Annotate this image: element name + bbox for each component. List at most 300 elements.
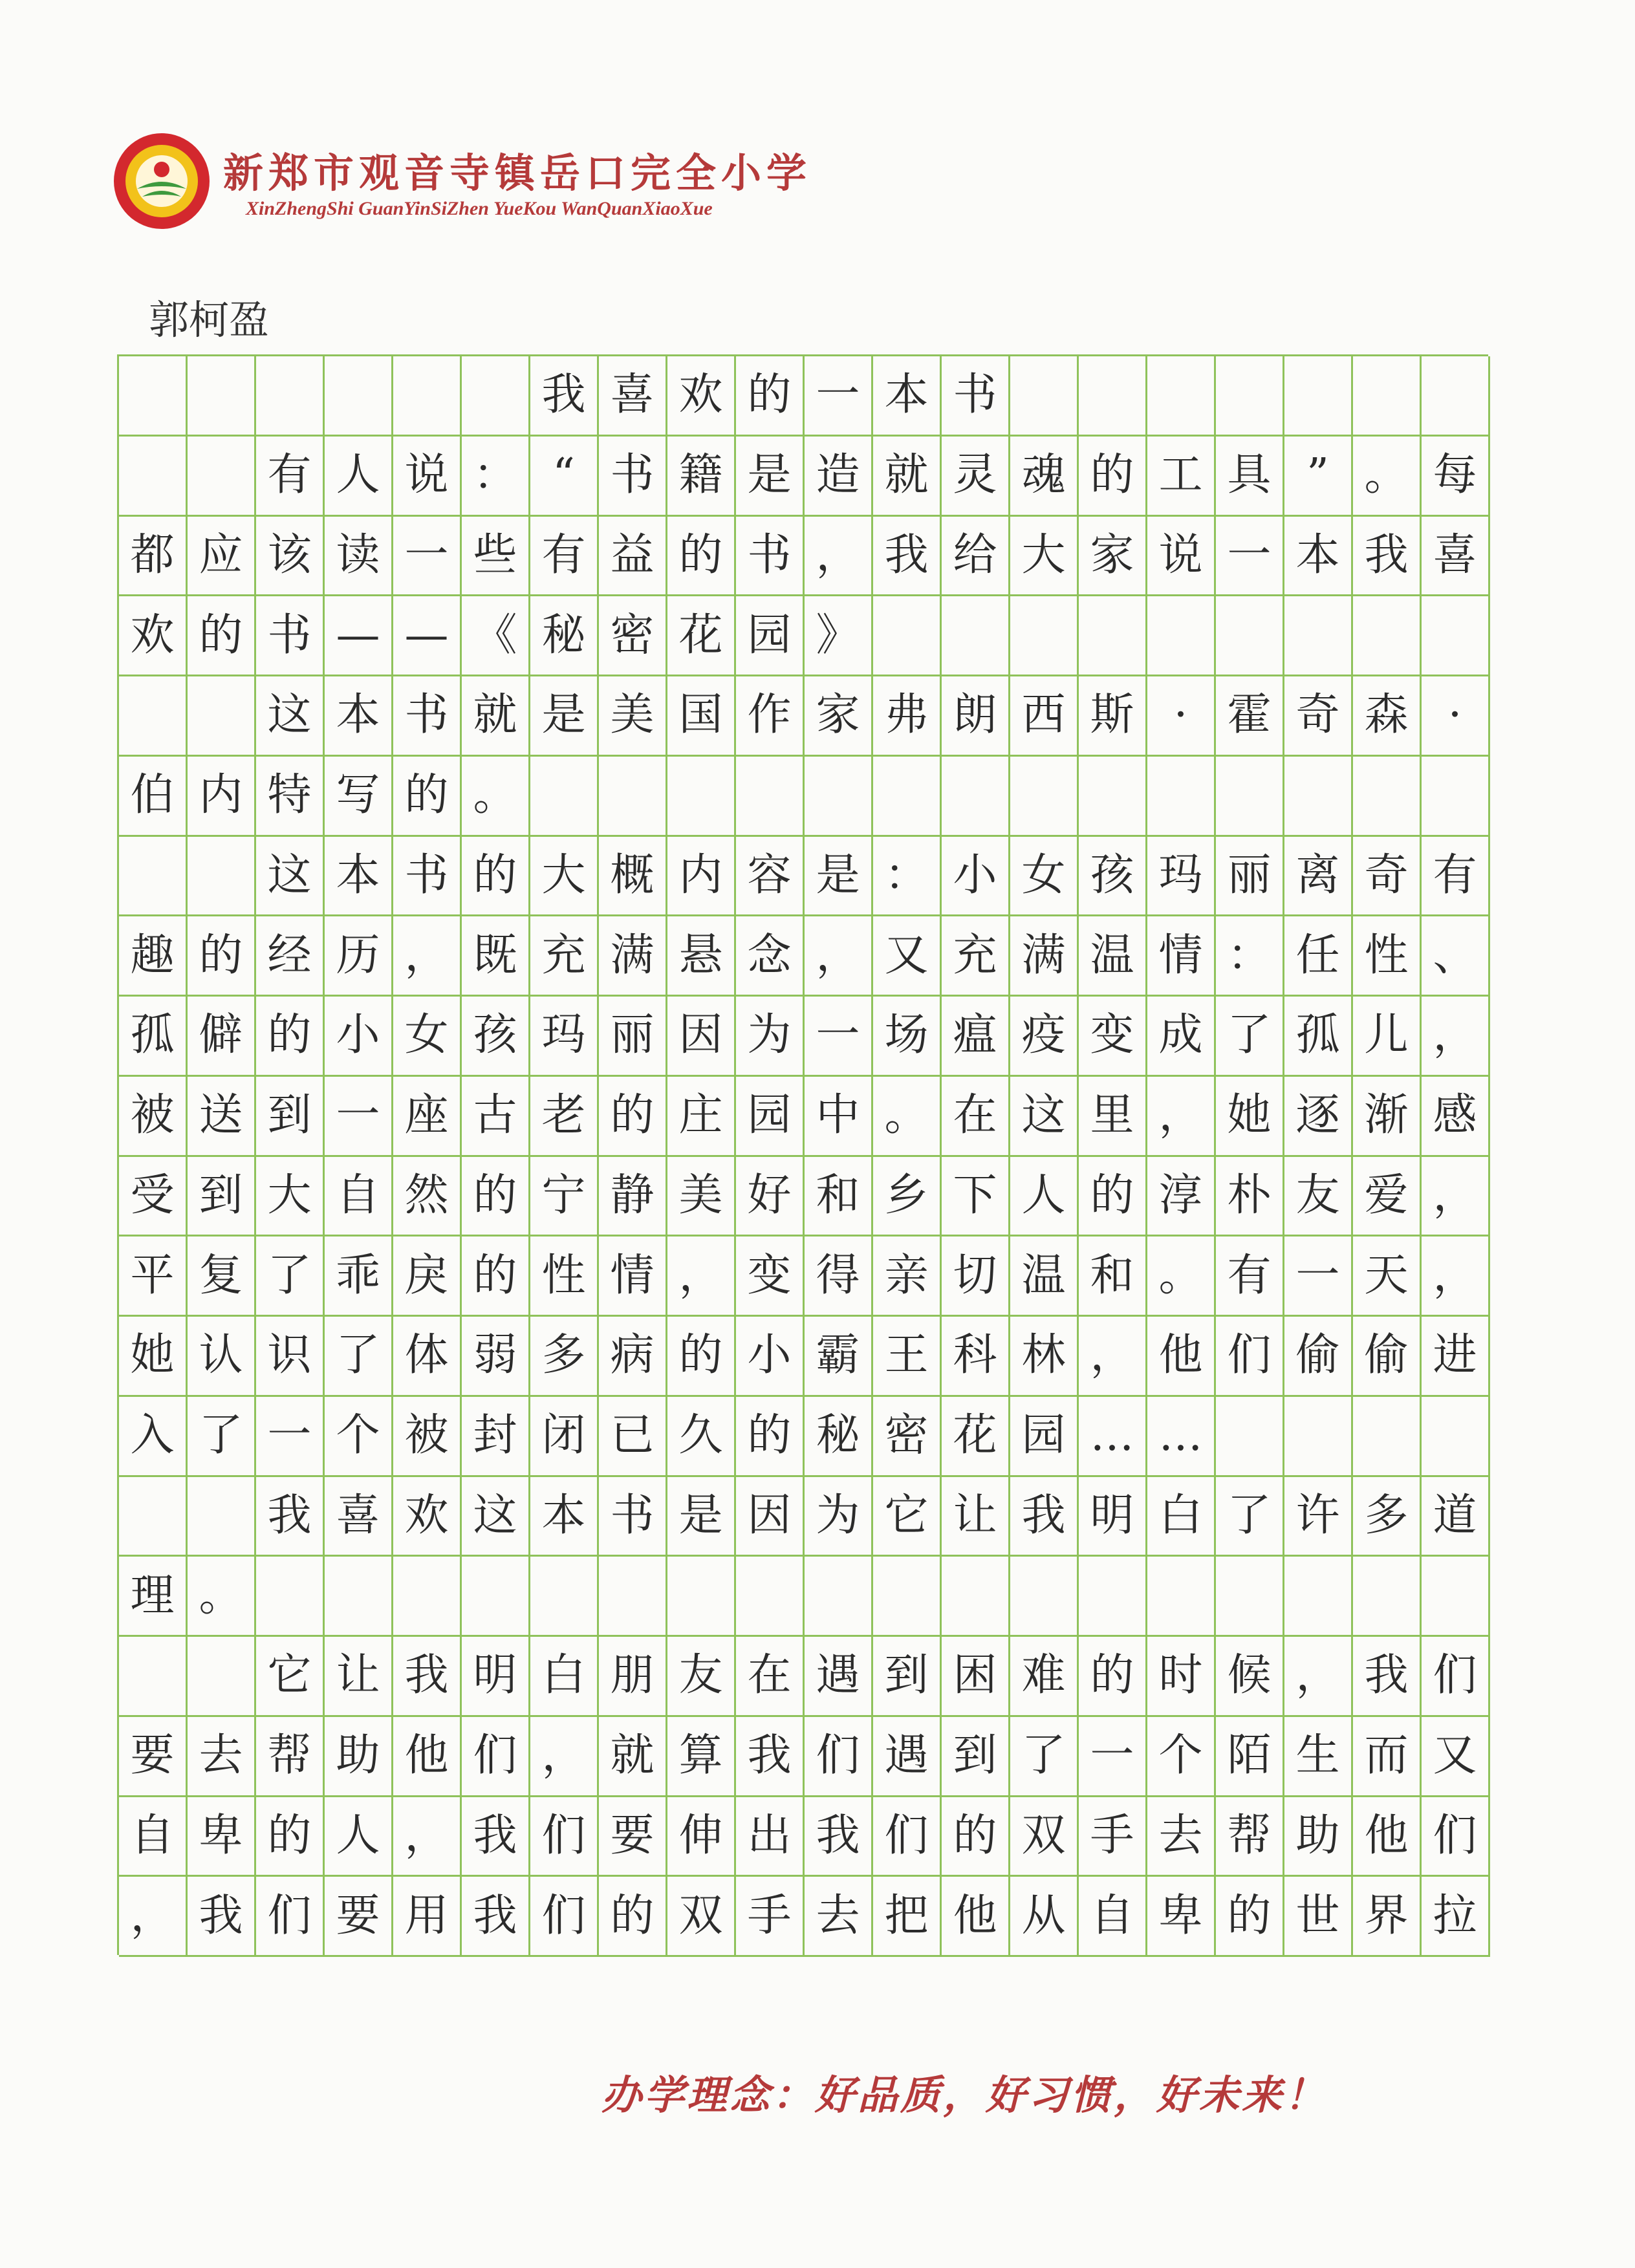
grid-cell: 的 xyxy=(1216,1877,1284,1957)
grid-cell: 亲 xyxy=(873,1237,942,1317)
grid-cell: 的 xyxy=(667,517,736,597)
grid-cell: … xyxy=(1147,1397,1216,1477)
grid-cell: 助 xyxy=(325,1717,393,1797)
grid-cell: 的 xyxy=(256,1797,325,1877)
grid-cell xyxy=(942,596,1010,676)
grid-cell: ， xyxy=(1284,1637,1353,1717)
grid-cell xyxy=(1079,1557,1147,1637)
grid-cell: 而 xyxy=(1353,1717,1422,1797)
grid-cell: 陌 xyxy=(1216,1717,1284,1797)
grid-cell: 然 xyxy=(393,1157,462,1237)
grid-cell: 到 xyxy=(873,1637,942,1717)
grid-cell: 受 xyxy=(119,1157,188,1237)
grid-cell: 淳 xyxy=(1147,1157,1216,1237)
grid-cell: 家 xyxy=(1079,517,1147,597)
grid-cell: 美 xyxy=(667,1157,736,1237)
grid-cell: 被 xyxy=(119,1077,188,1157)
grid-cell: 孤 xyxy=(119,997,188,1077)
grid-cell: 是 xyxy=(736,437,805,517)
grid-cell xyxy=(1147,596,1216,676)
grid-cell xyxy=(1284,757,1353,837)
grid-cell xyxy=(599,1557,667,1637)
grid-cell xyxy=(1216,757,1284,837)
grid-cell xyxy=(1010,757,1079,837)
grid-cell: 孤 xyxy=(1284,997,1353,1077)
grid-cell: ， xyxy=(1147,1077,1216,1157)
grid-cell: 在 xyxy=(942,1077,1010,1157)
grid-cell: 性 xyxy=(1353,916,1422,997)
grid-cell: 大 xyxy=(530,837,599,917)
grid-cell xyxy=(667,1557,736,1637)
grid-cell: 封 xyxy=(462,1397,530,1477)
grid-cell: 去 xyxy=(805,1877,873,1957)
grid-cell: 弗 xyxy=(873,676,942,757)
grid-cell xyxy=(873,757,942,837)
grid-cell xyxy=(942,757,1010,837)
grid-cell: 花 xyxy=(667,596,736,676)
grid-cell: 个 xyxy=(325,1397,393,1477)
grid-cell: 喜 xyxy=(1422,517,1490,597)
grid-cell: 我 xyxy=(805,1797,873,1877)
grid-cell: 的 xyxy=(393,757,462,837)
grid-cell: 朋 xyxy=(599,1637,667,1717)
grid-cell: · xyxy=(1147,676,1216,757)
grid-cell: 书 xyxy=(599,437,667,517)
grid-cell xyxy=(462,356,530,437)
grid-cell: 美 xyxy=(599,676,667,757)
grid-cell: 书 xyxy=(736,517,805,597)
grid-cell: ： xyxy=(873,837,942,917)
grid-cell: 灵 xyxy=(942,437,1010,517)
author-name: 郭柯盈 xyxy=(149,296,270,343)
grid-cell: 遇 xyxy=(805,1637,873,1717)
grid-cell xyxy=(530,1557,599,1637)
grid-cell: 的 xyxy=(188,916,256,997)
grid-cell xyxy=(1079,757,1147,837)
grid-cell: 他 xyxy=(393,1717,462,1797)
grid-cell xyxy=(393,356,462,437)
grid-cell xyxy=(1422,1557,1490,1637)
grid-cell: 有 xyxy=(530,517,599,597)
grid-cell: 到 xyxy=(942,1717,1010,1797)
grid-cell: 的 xyxy=(599,1077,667,1157)
grid-cell: 书 xyxy=(256,596,325,676)
grid-cell: 们 xyxy=(805,1717,873,1797)
grid-cell xyxy=(119,1477,188,1557)
grid-cell: 就 xyxy=(873,437,942,517)
grid-cell xyxy=(188,437,256,517)
grid-cell: 丽 xyxy=(1216,837,1284,917)
grid-cell: 写 xyxy=(325,757,393,837)
grid-cell: 世 xyxy=(1284,1877,1353,1957)
grid-cell: 要 xyxy=(599,1797,667,1877)
grid-cell: 该 xyxy=(256,517,325,597)
grid-cell: 自 xyxy=(119,1797,188,1877)
grid-cell: 道 xyxy=(1422,1477,1490,1557)
grid-cell: 的 xyxy=(462,837,530,917)
grid-cell: 说 xyxy=(393,437,462,517)
grid-cell xyxy=(1010,356,1079,437)
grid-cell: 变 xyxy=(736,1237,805,1317)
grid-cell xyxy=(1422,596,1490,676)
grid-cell: 说 xyxy=(1147,517,1216,597)
grid-cell xyxy=(1216,1557,1284,1637)
grid-cell: 宁 xyxy=(530,1157,599,1237)
grid-cell: 僻 xyxy=(188,997,256,1077)
grid-cell: 。 xyxy=(1147,1237,1216,1317)
grid-cell: 有 xyxy=(1422,837,1490,917)
grid-cell: 充 xyxy=(530,916,599,997)
grid-cell: 的 xyxy=(462,1157,530,1237)
grid-cell: 欢 xyxy=(119,596,188,676)
grid-cell: 他 xyxy=(942,1877,1010,1957)
grid-cell: 她 xyxy=(1216,1077,1284,1157)
school-emblem-icon xyxy=(110,129,213,233)
grid-cell: 帮 xyxy=(1216,1797,1284,1877)
grid-cell: 和 xyxy=(1079,1237,1147,1317)
school-name-cn: 新郑市观音寺镇岳口完全小学 xyxy=(223,149,812,197)
grid-cell: 森 xyxy=(1353,676,1422,757)
grid-cell: 让 xyxy=(942,1477,1010,1557)
school-header xyxy=(110,129,1015,233)
grid-cell: 戾 xyxy=(393,1237,462,1317)
grid-cell: 情 xyxy=(599,1237,667,1317)
grid-cell: 我 xyxy=(1010,1477,1079,1557)
grid-cell: 念 xyxy=(736,916,805,997)
grid-cell: 病 xyxy=(599,1317,667,1397)
grid-cell: 女 xyxy=(393,997,462,1077)
grid-cell: 小 xyxy=(736,1317,805,1397)
grid-cell: 要 xyxy=(119,1717,188,1797)
grid-cell: 大 xyxy=(256,1157,325,1237)
essay-grid xyxy=(117,354,1488,1955)
grid-cell: 温 xyxy=(1010,1237,1079,1317)
grid-cell: 的 xyxy=(188,596,256,676)
grid-cell: 霸 xyxy=(805,1317,873,1397)
grid-cell: 。 xyxy=(873,1077,942,1157)
grid-cell xyxy=(1216,356,1284,437)
grid-cell: 秘 xyxy=(530,596,599,676)
grid-cell: 识 xyxy=(256,1317,325,1397)
grid-cell: 我 xyxy=(393,1637,462,1717)
grid-cell: 书 xyxy=(393,837,462,917)
grid-cell: — xyxy=(393,596,462,676)
grid-cell: 园 xyxy=(1010,1397,1079,1477)
grid-cell: 把 xyxy=(873,1877,942,1957)
grid-cell: 变 xyxy=(1079,997,1147,1077)
grid-cell: 弱 xyxy=(462,1317,530,1397)
grid-cell: 们 xyxy=(1422,1637,1490,1717)
grid-cell: 们 xyxy=(462,1717,530,1797)
grid-cell: 。 xyxy=(462,757,530,837)
grid-cell: 每 xyxy=(1422,437,1490,517)
grid-cell: 们 xyxy=(1422,1797,1490,1877)
grid-cell: 给 xyxy=(942,517,1010,597)
grid-cell: 的 xyxy=(1079,1637,1147,1717)
grid-cell: 体 xyxy=(393,1317,462,1397)
grid-cell: 欢 xyxy=(393,1477,462,1557)
grid-cell: 逐 xyxy=(1284,1077,1353,1157)
grid-cell xyxy=(1422,1397,1490,1477)
grid-cell xyxy=(1353,757,1422,837)
grid-cell: 我 xyxy=(188,1877,256,1957)
grid-cell xyxy=(599,757,667,837)
grid-cell xyxy=(256,1557,325,1637)
grid-cell: 花 xyxy=(942,1397,1010,1477)
grid-cell xyxy=(1010,1557,1079,1637)
grid-cell: 得 xyxy=(805,1237,873,1317)
grid-cell: 古 xyxy=(462,1077,530,1157)
grid-cell: 偷 xyxy=(1284,1317,1353,1397)
grid-cell: 又 xyxy=(1422,1717,1490,1797)
grid-cell: 已 xyxy=(599,1397,667,1477)
grid-cell: 本 xyxy=(1284,517,1353,597)
grid-cell: 理 xyxy=(119,1557,188,1637)
grid-cell: 奇 xyxy=(1353,837,1422,917)
grid-cell: 天 xyxy=(1353,1237,1422,1317)
grid-cell: 友 xyxy=(667,1637,736,1717)
grid-cell: 一 xyxy=(1216,517,1284,597)
grid-cell: 大 xyxy=(1010,517,1079,597)
grid-cell: 中 xyxy=(805,1077,873,1157)
grid-cell xyxy=(1353,1557,1422,1637)
grid-cell: 是 xyxy=(530,676,599,757)
grid-cell: 下 xyxy=(942,1157,1010,1237)
grid-cell: 人 xyxy=(325,437,393,517)
grid-cell: 园 xyxy=(736,596,805,676)
grid-cell: 友 xyxy=(1284,1157,1353,1237)
grid-cell: 满 xyxy=(599,916,667,997)
grid-cell: 一 xyxy=(325,1077,393,1157)
grid-cell: 时 xyxy=(1147,1637,1216,1717)
grid-cell: 乖 xyxy=(325,1237,393,1317)
grid-cell: 满 xyxy=(1010,916,1079,997)
grid-cell: 它 xyxy=(256,1637,325,1717)
grid-cell: 儿 xyxy=(1353,997,1422,1077)
grid-cell: 为 xyxy=(736,997,805,1077)
grid-cell: 一 xyxy=(393,517,462,597)
grid-cell xyxy=(1216,1397,1284,1477)
grid-cell xyxy=(873,596,942,676)
grid-cell: 家 xyxy=(805,676,873,757)
grid-cell: 出 xyxy=(736,1797,805,1877)
grid-cell: 他 xyxy=(1147,1317,1216,1397)
grid-cell: 爱 xyxy=(1353,1157,1422,1237)
grid-cell: 明 xyxy=(1079,1477,1147,1557)
grid-cell: 们 xyxy=(873,1797,942,1877)
grid-cell xyxy=(119,356,188,437)
grid-cell: 复 xyxy=(188,1237,256,1317)
grid-cell xyxy=(325,356,393,437)
grid-cell: ， xyxy=(805,517,873,597)
school-name-en: XinZhengShi GuanYinSiZhen YueKou WanQuanXiaoXue xyxy=(246,198,713,219)
grid-cell xyxy=(325,1557,393,1637)
grid-cell xyxy=(188,837,256,917)
grid-cell: 离 xyxy=(1284,837,1353,917)
grid-cell: 西 xyxy=(1010,676,1079,757)
grid-cell: 密 xyxy=(873,1397,942,1477)
grid-cell xyxy=(119,676,188,757)
grid-cell: 我 xyxy=(1353,1637,1422,1717)
grid-cell: 的 xyxy=(462,1237,530,1317)
grid-cell: 们 xyxy=(1216,1317,1284,1397)
grid-cell: 的 xyxy=(736,1397,805,1477)
grid-cell: 朴 xyxy=(1216,1157,1284,1237)
grid-cell xyxy=(530,757,599,837)
grid-cell xyxy=(1010,596,1079,676)
grid-cell: 自 xyxy=(1079,1877,1147,1957)
grid-cell: 用 xyxy=(393,1877,462,1957)
grid-cell: 喜 xyxy=(599,356,667,437)
grid-cell: 偷 xyxy=(1353,1317,1422,1397)
grid-cell: ， xyxy=(393,1797,462,1877)
grid-cell: 伸 xyxy=(667,1797,736,1877)
grid-cell: 玛 xyxy=(530,997,599,1077)
grid-cell: 是 xyxy=(667,1477,736,1557)
grid-cell: 候 xyxy=(1216,1637,1284,1717)
grid-cell: 我 xyxy=(256,1477,325,1557)
grid-cell: 我 xyxy=(462,1877,530,1957)
grid-cell: 他 xyxy=(1353,1797,1422,1877)
grid-cell: 些 xyxy=(462,517,530,597)
grid-cell: 平 xyxy=(119,1237,188,1317)
grid-cell: 瘟 xyxy=(942,997,1010,1077)
grid-cell: 欢 xyxy=(667,356,736,437)
grid-cell xyxy=(1284,596,1353,676)
grid-cell: 书 xyxy=(393,676,462,757)
grid-cell: 特 xyxy=(256,757,325,837)
grid-cell: 卑 xyxy=(1147,1877,1216,1957)
grid-cell: 手 xyxy=(736,1877,805,1957)
grid-cell: ” xyxy=(1284,437,1353,517)
grid-cell: 久 xyxy=(667,1397,736,1477)
grid-cell: ， xyxy=(805,916,873,997)
grid-cell: 女 xyxy=(1010,837,1079,917)
grid-cell: 白 xyxy=(530,1637,599,1717)
grid-cell: 悬 xyxy=(667,916,736,997)
grid-cell: 感 xyxy=(1422,1077,1490,1157)
grid-cell: · xyxy=(1422,676,1490,757)
grid-cell: 书 xyxy=(942,356,1010,437)
grid-cell: 她 xyxy=(119,1317,188,1397)
grid-cell xyxy=(805,1557,873,1637)
grid-cell: 人 xyxy=(1010,1157,1079,1237)
grid-cell: 明 xyxy=(462,1637,530,1717)
grid-cell: 进 xyxy=(1422,1317,1490,1397)
grid-cell xyxy=(1147,757,1216,837)
grid-cell: 入 xyxy=(119,1397,188,1477)
grid-cell: 好 xyxy=(736,1157,805,1237)
grid-cell: 因 xyxy=(667,997,736,1077)
grid-cell: 闭 xyxy=(530,1397,599,1477)
grid-cell: 本 xyxy=(325,837,393,917)
grid-cell: 和 xyxy=(805,1157,873,1237)
grid-cell: 奇 xyxy=(1284,676,1353,757)
grid-cell: 有 xyxy=(1216,1237,1284,1317)
grid-cell: 界 xyxy=(1353,1877,1422,1957)
grid-cell: 了 xyxy=(1010,1717,1079,1797)
grid-cell: 一 xyxy=(1284,1237,1353,1317)
grid-cell xyxy=(1284,356,1353,437)
grid-cell: 魂 xyxy=(1010,437,1079,517)
grid-cell: 座 xyxy=(393,1077,462,1157)
grid-cell: 秘 xyxy=(805,1397,873,1477)
grid-cell: 任 xyxy=(1284,916,1353,997)
grid-cell: 概 xyxy=(599,837,667,917)
grid-cell: 就 xyxy=(599,1717,667,1797)
grid-cell: 这 xyxy=(462,1477,530,1557)
grid-cell: 的 xyxy=(667,1317,736,1397)
grid-cell: 卑 xyxy=(188,1797,256,1877)
grid-cell: 庄 xyxy=(667,1077,736,1157)
grid-cell xyxy=(1284,1557,1353,1637)
grid-cell: 一 xyxy=(1079,1717,1147,1797)
grid-cell: 老 xyxy=(530,1077,599,1157)
grid-cell: 王 xyxy=(873,1317,942,1397)
grid-cell xyxy=(736,1557,805,1637)
grid-cell: 个 xyxy=(1147,1717,1216,1797)
grid-cell: 白 xyxy=(1147,1477,1216,1557)
grid-cell: 在 xyxy=(736,1637,805,1717)
grid-cell: 玛 xyxy=(1147,837,1216,917)
grid-cell xyxy=(667,757,736,837)
grid-cell: ， xyxy=(667,1237,736,1317)
grid-cell: 生 xyxy=(1284,1717,1353,1797)
grid-cell: 乡 xyxy=(873,1157,942,1237)
grid-cell: 容 xyxy=(736,837,805,917)
grid-cell: 去 xyxy=(188,1717,256,1797)
grid-cell: 情 xyxy=(1147,916,1216,997)
grid-cell: 助 xyxy=(1284,1797,1353,1877)
grid-cell: 经 xyxy=(256,916,325,997)
grid-cell: 。 xyxy=(188,1557,256,1637)
grid-cell: 多 xyxy=(530,1317,599,1397)
school-motto: 办学理念：好品质，好习惯，好未来！ xyxy=(601,2071,1328,2119)
grid-cell: 斯 xyxy=(1079,676,1147,757)
grid-cell: ， xyxy=(1422,997,1490,1077)
grid-cell: 许 xyxy=(1284,1477,1353,1557)
grid-cell: 我 xyxy=(1353,517,1422,597)
grid-cell: 》 xyxy=(805,596,873,676)
grid-cell: 都 xyxy=(119,517,188,597)
grid-cell: 到 xyxy=(188,1157,256,1237)
grid-cell: 的 xyxy=(599,1877,667,1957)
grid-cell: 们 xyxy=(530,1877,599,1957)
grid-cell: 作 xyxy=(736,676,805,757)
grid-cell: 帮 xyxy=(256,1717,325,1797)
grid-cell: 算 xyxy=(667,1717,736,1797)
grid-cell: 难 xyxy=(1010,1637,1079,1717)
grid-cell: 密 xyxy=(599,596,667,676)
grid-cell: 林 xyxy=(1010,1317,1079,1397)
grid-cell: 既 xyxy=(462,916,530,997)
grid-cell: 遇 xyxy=(873,1717,942,1797)
grid-cell xyxy=(1422,757,1490,837)
grid-cell xyxy=(188,1637,256,1717)
grid-cell xyxy=(256,356,325,437)
grid-cell: 科 xyxy=(942,1317,1010,1397)
grid-cell: 这 xyxy=(256,676,325,757)
grid-cell: 这 xyxy=(1010,1077,1079,1157)
grid-cell: 渐 xyxy=(1353,1077,1422,1157)
grid-cell xyxy=(1079,356,1147,437)
grid-cell xyxy=(188,1477,256,1557)
grid-cell: 自 xyxy=(325,1157,393,1237)
grid-cell: ， xyxy=(530,1717,599,1797)
grid-cell xyxy=(1353,356,1422,437)
grid-cell: 们 xyxy=(530,1797,599,1877)
grid-cell: 内 xyxy=(188,757,256,837)
